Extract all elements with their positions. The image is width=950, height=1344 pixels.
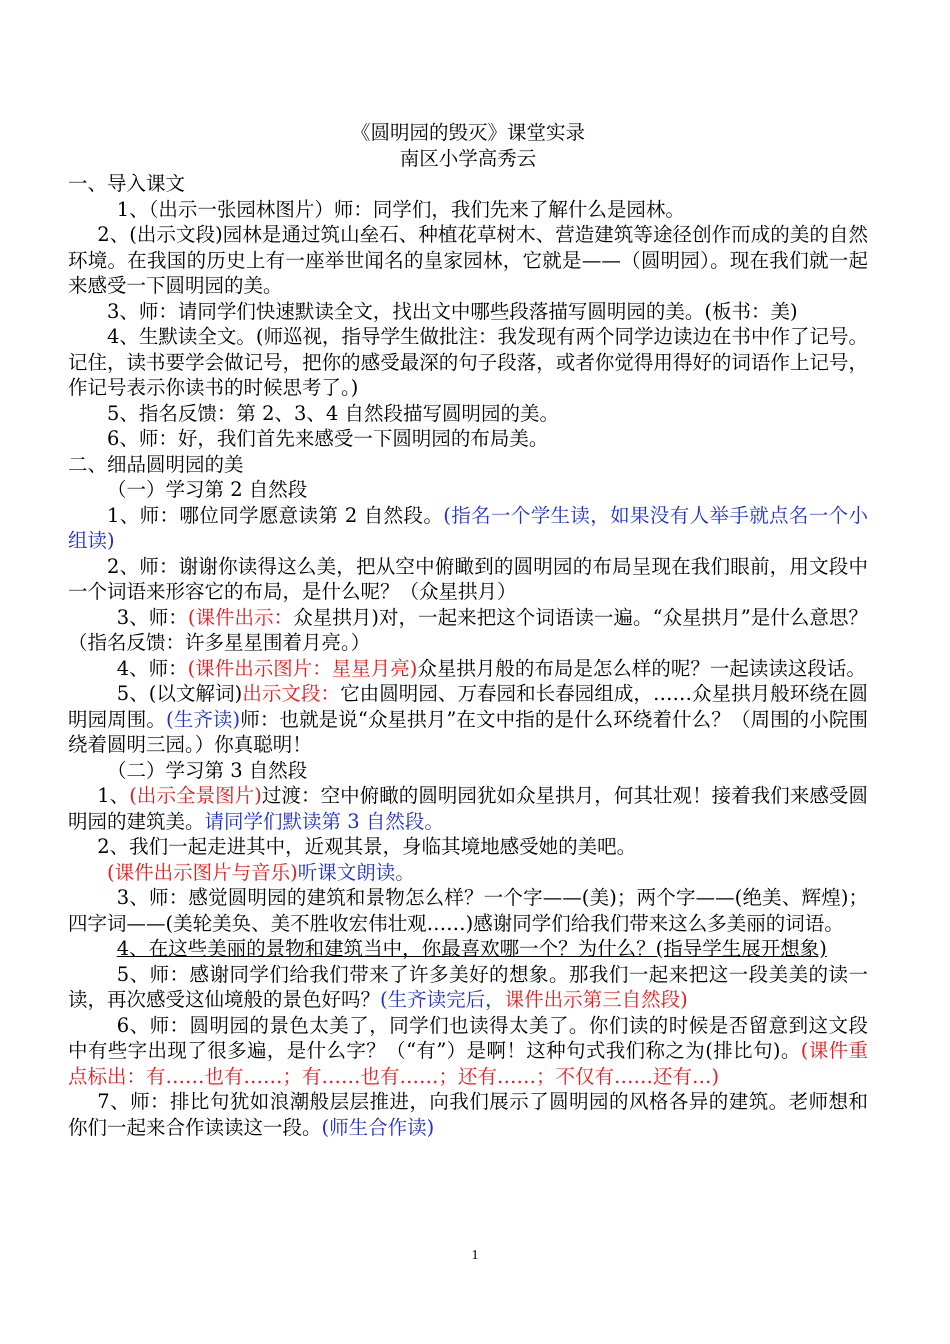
teacher-note-blue: (生齐读完后， xyxy=(380,988,505,1011)
teacher-note-blue: 听课文朗读。 xyxy=(297,860,415,884)
courseware-note-red: (课件出示： xyxy=(187,605,294,629)
paragraph xyxy=(68,656,868,682)
subsection-heading: （一）学习第 2 自然段 xyxy=(107,478,308,501)
paragraph-text: 3、师： xyxy=(116,605,188,629)
teacher-note-blue: (生齐读) xyxy=(166,707,241,731)
paragraph xyxy=(68,962,868,1013)
paragraph-text: 4、师： xyxy=(116,656,188,680)
paragraph xyxy=(68,783,868,834)
courseware-note-red: 课件出示第三自然段) xyxy=(504,988,688,1011)
paragraph-text: 5、师：感谢同学们给我们带来了许多美好的想象。那我们一起来把这一段美美的读一读，再次感受这仙境般的景色好吗？ xyxy=(68,962,868,1011)
section-heading-1: 一、导入课文 xyxy=(68,172,186,195)
paragraph-text: 师：也就是说“众星拱月”在文中指的是什么环绕着什么？（周围的小院围绕着圆明三园。）你真聪明！ xyxy=(68,707,868,756)
courseware-note-red: (课件重点标出：有……也有……；有……也有……；还有……；不仅有……还有…) xyxy=(68,1039,869,1088)
document-page xyxy=(68,120,868,1140)
paragraph: 2、(出示文段)园林是通过筑山垒石、种植花草树木、营造建筑等途径创作而成的美的自然环境。在我国的历史上有一座举世闻名的皇家园林，它就是——（圆明园）。现在我们就一起来感受一下圆明园的美。 xyxy=(68,223,868,297)
paragraph-underlined: 4、在这些美丽的景物和建筑当中，你最喜欢哪一个？为什么？(指导学生展开想象) xyxy=(116,937,827,960)
paragraph: 3、师：感觉圆明园的建筑和景物怎么样？一个字——(美)；两个字——(绝美、辉煌)；四字词——(美轮美奂、美不胜收宏伟壮观……)感谢同学们给我们带来这么多美丽的词语。 xyxy=(68,886,868,935)
paragraph: 3、师：请同学们快速默读全文，找出文中哪些段落描写圆明园的美。(板书：美) xyxy=(107,299,798,323)
paragraph: 2、师：谢谢你读得这么美，把从空中俯瞰到的圆明园的布局呈现在我们眼前，用文段中一个词语来形容它的布局，是什么呢？（众星拱月） xyxy=(68,554,868,603)
paragraph-text: 1、 xyxy=(97,784,130,807)
paragraph: 5、指名反馈：第 2、3、4 自然段描写圆明园的美。 xyxy=(107,401,560,425)
paragraph-text: 5、(以文解词) xyxy=(116,682,243,705)
document-author: 南区小学高秀云 xyxy=(399,146,537,170)
paragraph xyxy=(68,860,868,886)
page-number: 1 xyxy=(471,1248,479,1263)
subsection-heading: （二）学习第 3 自然段 xyxy=(107,758,308,782)
paragraph: 4、生默读全文。(师巡视，指导学生做批注：我发现有两个同学边读边在书中作了记号。记住，读书要学会做记号，把你的感受最深的句子段落，或者你觉得用得好的词语作上记号，作记号表示你读书的时候思考了。) xyxy=(68,325,869,399)
paragraph-text: 它由圆明园、万春园和长春园组成，……众星拱月般环绕在圆明园周围。 xyxy=(68,682,868,731)
section-heading-2: 二、细品圆明园的美 xyxy=(68,452,244,476)
paragraph xyxy=(68,681,868,758)
courseware-note-red: (出示全景图片) xyxy=(129,784,262,807)
paragraph-text: 众星拱月般的布局是怎么样的呢？一起读读这段话。 xyxy=(417,656,866,680)
paragraph: 1、（出示一张园林图片）师：同学们，我们先来了解什么是园林。 xyxy=(116,197,685,221)
paragraph-text: 6、师：圆明园的景色太美了，同学们也读得太美了。你们读的时候是否留意到这文段中有些字出现了很多遍，是什么字？（“有”）是啊！这种句式我们称之为(排比句)。 xyxy=(68,1013,868,1062)
courseware-note-red: 出示文段： xyxy=(242,682,341,705)
paragraph-text: 7、师：排比句犹如浪潮般层层推进，向我们展示了圆明园的风格各异的建筑。老师想和你们一起来合作读读这一段。 xyxy=(68,1090,868,1139)
paragraph-text: 过渡：空中俯瞰的圆明园犹如众星拱月，何其壮观！接着我们来感受圆明园的建筑美。 xyxy=(68,784,868,833)
document-title: 《圆明园的毁灭》课堂实录 xyxy=(350,121,585,144)
courseware-note-red: (课件出示图片：星星月亮) xyxy=(187,656,418,680)
teacher-note-blue: (师生合作读) xyxy=(321,1115,435,1139)
paragraph xyxy=(68,605,868,656)
paragraph-text: 众星拱月)对，一起来把这个词语读一遍。“众星拱月”是什么意思？（指名反馈：许多星星围着月亮。） xyxy=(68,605,868,654)
paragraph xyxy=(68,1013,868,1090)
teacher-note-blue: 请同学们默读第 3 自然段。 xyxy=(204,809,444,833)
paragraph xyxy=(68,503,868,554)
paragraph: 2、我们一起走进其中，近观其景，身临其境地感受她的美吧。 xyxy=(97,835,637,858)
courseware-note-red: (课件出示图片与音乐) xyxy=(107,860,298,884)
paragraph: 6、师：好，我们首先来感受一下圆明园的布局美。 xyxy=(107,427,549,450)
teacher-note-blue: (指名一个学生读，如果没有人举手就点名一个小组读) xyxy=(68,503,869,552)
paragraph xyxy=(68,1089,868,1140)
paragraph-text: 1、师：哪位同学愿意读第 2 自然段。 xyxy=(107,503,444,527)
